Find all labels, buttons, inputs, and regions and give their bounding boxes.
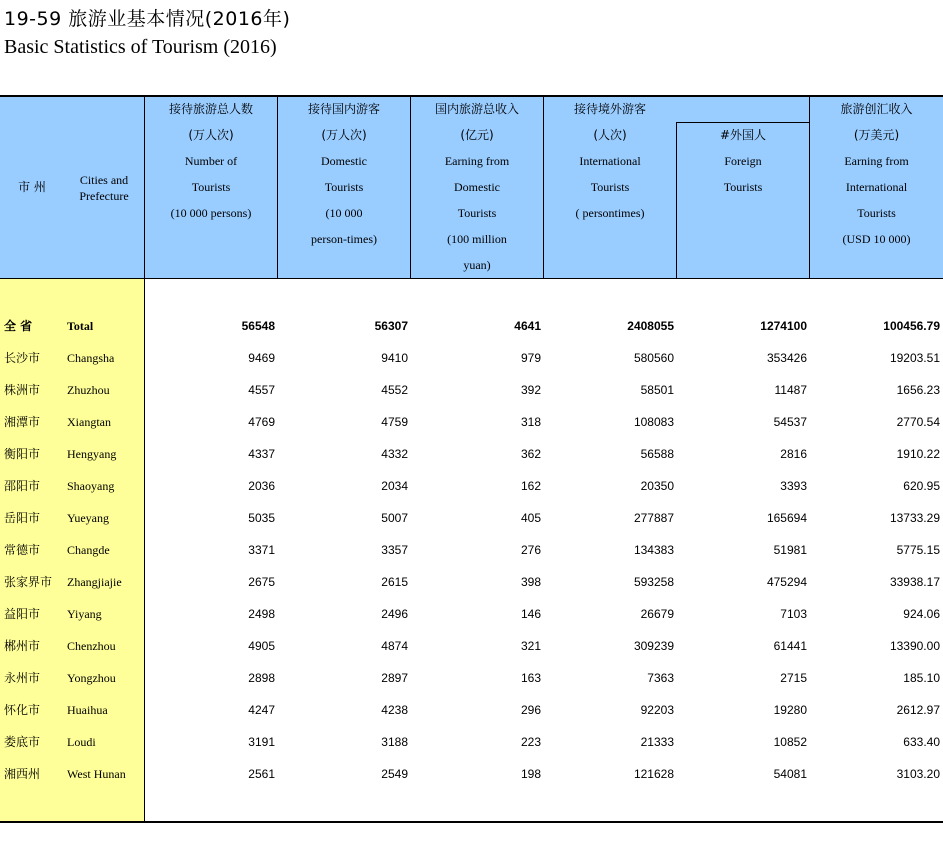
row-foreign-tourists: 353426 — [766, 351, 807, 365]
table-row — [0, 766, 943, 782]
row-city-en: Changde — [67, 543, 110, 557]
row-total-tourists: 3191 — [248, 735, 275, 749]
row-international-tourists: 277887 — [633, 511, 674, 525]
row-city-en: Loudi — [67, 735, 96, 749]
row-city-en: West Hunan — [67, 767, 126, 781]
row-forex-earning: 5775.15 — [896, 543, 940, 557]
row-total-tourists: 5035 — [248, 511, 275, 525]
row-forex-earning: 185.10 — [903, 671, 940, 685]
table-row — [0, 414, 943, 430]
row-domestic-earning: 392 — [520, 383, 541, 397]
row-total-tourists: 3371 — [248, 543, 275, 557]
row-foreign-tourists: 10852 — [773, 735, 807, 749]
header-city-cn: 市 州 — [18, 180, 46, 194]
row-city-en: Xiangtan — [67, 415, 111, 429]
row-international-tourists: 58501 — [640, 383, 674, 397]
row-city-cn: 郴州市 — [4, 639, 41, 653]
row-city-cn: 益阳市 — [4, 607, 41, 621]
page-title-en: Basic Statistics of Tourism (2016) — [4, 36, 277, 58]
row-foreign-tourists: 54537 — [773, 415, 807, 429]
row-city-en: Huaihua — [67, 703, 108, 717]
row-city-en: Hengyang — [67, 447, 117, 461]
header-forex-earning: 旅游创汇收入 (万美元) Earning from International Tourists (USD 10 000) — [840, 102, 913, 246]
row-international-tourists: 7363 — [647, 671, 674, 685]
row-international-tourists: 2408055 — [627, 319, 674, 333]
table-bottom-rule — [0, 821, 943, 823]
table-row — [0, 542, 943, 558]
header-domestic-tourists: 接待国内游客 (万人次) Domestic Tourists (10 000 person-times) — [307, 102, 380, 246]
header-bottom-rule — [0, 278, 943, 279]
row-domestic-earning: 146 — [520, 607, 541, 621]
row-total-tourists: 4905 — [248, 639, 275, 653]
row-city-cn: 湘西州 — [4, 767, 41, 781]
row-domestic-tourists: 9410 — [381, 351, 408, 365]
row-international-tourists: 309239 — [633, 639, 674, 653]
row-domestic-earning: 321 — [520, 639, 541, 653]
row-domestic-earning: 223 — [520, 735, 541, 749]
row-city-cn: 邵阳市 — [4, 479, 41, 493]
row-foreign-tourists: 7103 — [780, 607, 807, 621]
row-city-en: Total — [67, 319, 94, 333]
row-domestic-tourists: 5007 — [381, 511, 408, 525]
row-city-en: Chenzhou — [67, 639, 116, 653]
row-total-tourists: 2561 — [248, 767, 275, 781]
row-international-tourists: 56588 — [640, 447, 674, 461]
row-forex-earning: 633.40 — [903, 735, 940, 749]
row-domestic-tourists: 4759 — [381, 415, 408, 429]
row-foreign-tourists: 475294 — [766, 575, 807, 589]
table-row — [0, 574, 943, 590]
row-international-tourists: 92203 — [640, 703, 674, 717]
row-domestic-earning: 405 — [520, 511, 541, 525]
row-total-tourists: 2675 — [248, 575, 275, 589]
table-row — [0, 350, 943, 366]
row-foreign-tourists: 54081 — [773, 767, 807, 781]
table-row — [0, 670, 943, 686]
row-foreign-tourists: 19280 — [773, 703, 807, 717]
row-city-en: Yiyang — [67, 607, 102, 621]
row-forex-earning: 1656.23 — [896, 383, 940, 397]
row-forex-earning: 924.06 — [903, 607, 940, 621]
row-domestic-tourists: 2034 — [381, 479, 408, 493]
row-city-cn: 张家界市 — [4, 575, 53, 589]
row-domestic-tourists: 56307 — [374, 319, 408, 333]
row-city-cn: 岳阳市 — [4, 511, 41, 525]
row-international-tourists: 593258 — [633, 575, 674, 589]
table-row — [0, 382, 943, 398]
row-city-cn: 长沙市 — [4, 351, 41, 365]
row-city-en: Changsha — [67, 351, 115, 365]
row-city-en: Zhuzhou — [67, 383, 110, 397]
row-domestic-tourists: 4332 — [381, 447, 408, 461]
row-domestic-tourists: 3188 — [381, 735, 408, 749]
row-domestic-earning: 4641 — [514, 319, 541, 333]
header-domestic-earning: 国内旅游总收入 (亿元) Earning from Domestic Tourists (100 million yuan) — [434, 102, 519, 272]
row-domestic-tourists: 2496 — [381, 607, 408, 621]
row-total-tourists: 4337 — [248, 447, 275, 461]
row-international-tourists: 21333 — [640, 735, 674, 749]
row-city-cn: 怀化市 — [4, 703, 41, 717]
header-city-en: Cities and Prefecture — [79, 173, 129, 203]
row-city-cn: 娄底市 — [4, 735, 41, 749]
row-domestic-earning: 398 — [520, 575, 541, 589]
table-row — [0, 638, 943, 654]
row-forex-earning: 1910.22 — [896, 447, 940, 461]
row-forex-earning: 33938.17 — [889, 575, 940, 589]
row-forex-earning: 13390.00 — [889, 639, 940, 653]
row-domestic-earning: 296 — [520, 703, 541, 717]
header-international-tourists: (人次) International Tourists ( persontimes) — [575, 128, 645, 220]
row-international-tourists: 20350 — [640, 479, 674, 493]
row-domestic-tourists: 2615 — [381, 575, 408, 589]
row-domestic-tourists: 2549 — [381, 767, 408, 781]
row-forex-earning: 19203.51 — [889, 351, 940, 365]
row-international-tourists: 108083 — [633, 415, 674, 429]
row-city-cn: 株洲市 — [4, 383, 41, 397]
table-row — [0, 510, 943, 526]
row-forex-earning: 2770.54 — [896, 415, 940, 429]
row-forex-earning: 2612.97 — [896, 703, 940, 717]
row-total-tourists: 2898 — [248, 671, 275, 685]
row-foreign-tourists: 3393 — [780, 479, 807, 493]
row-total-tourists: 2498 — [248, 607, 275, 621]
row-foreign-tourists: 165694 — [766, 511, 807, 525]
row-domestic-earning: 163 — [520, 671, 541, 685]
row-foreign-tourists: 61441 — [773, 639, 807, 653]
row-foreign-tourists: 2715 — [780, 671, 807, 685]
table-row — [0, 446, 943, 462]
row-domestic-tourists: 2897 — [381, 671, 408, 685]
row-city-cn: 湘潭市 — [4, 415, 41, 429]
row-total-tourists: 4769 — [248, 415, 275, 429]
row-forex-earning: 13733.29 — [889, 511, 940, 525]
row-domestic-tourists: 4552 — [381, 383, 408, 397]
row-city-en: Shaoyang — [67, 479, 115, 493]
table-row — [0, 478, 943, 494]
row-domestic-earning: 162 — [520, 479, 541, 493]
row-total-tourists: 4557 — [248, 383, 275, 397]
row-total-tourists: 56548 — [241, 319, 275, 333]
header-total-tourists: 接待旅游总人数 (万人次) Number of Tourists (10 000 persons) — [168, 102, 253, 220]
row-domestic-tourists: 4874 — [381, 639, 408, 653]
row-domestic-earning: 362 — [520, 447, 541, 461]
row-international-tourists: 580560 — [633, 351, 674, 365]
row-foreign-tourists: 51981 — [773, 543, 807, 557]
row-domestic-earning: 276 — [520, 543, 541, 557]
row-total-tourists: 9469 — [248, 351, 275, 365]
row-total-tourists: 2036 — [248, 479, 275, 493]
row-city-cn: 常德市 — [4, 543, 41, 557]
row-forex-earning: 620.95 — [903, 479, 940, 493]
page-title-cn: 19-59 旅游业基本情况(2016年) — [4, 8, 291, 30]
row-forex-earning: 100456.79 — [883, 319, 940, 333]
row-international-tourists: 134383 — [633, 543, 674, 557]
row-city-en: Yueyang — [67, 511, 109, 525]
row-forex-earning: 3103.20 — [896, 767, 940, 781]
row-city-en: Yongzhou — [67, 671, 116, 685]
header-international-group: 接待境外游客 — [573, 102, 646, 116]
row-domestic-tourists: 3357 — [381, 543, 408, 557]
row-international-tourists: 26679 — [640, 607, 674, 621]
row-foreign-tourists: 1274100 — [760, 319, 807, 333]
table-row — [0, 702, 943, 718]
row-domestic-earning: 198 — [520, 767, 541, 781]
row-foreign-tourists: 11487 — [774, 383, 807, 397]
row-city-cn: 永州市 — [4, 671, 41, 685]
row-city-cn: 全 省 — [4, 319, 33, 333]
row-total-tourists: 4247 — [248, 703, 275, 717]
row-domestic-earning: 979 — [520, 351, 541, 365]
table-row — [0, 318, 943, 334]
row-international-tourists: 121628 — [633, 767, 674, 781]
header-foreign-tourists: #外国人 Foreign Tourists — [719, 128, 767, 194]
table-row — [0, 606, 943, 622]
row-city-en: Zhangjiajie — [67, 575, 122, 589]
row-city-cn: 衡阳市 — [4, 447, 41, 461]
row-domestic-tourists: 4238 — [381, 703, 408, 717]
table-row — [0, 734, 943, 750]
row-foreign-tourists: 2816 — [780, 447, 807, 461]
row-domestic-earning: 318 — [520, 415, 541, 429]
